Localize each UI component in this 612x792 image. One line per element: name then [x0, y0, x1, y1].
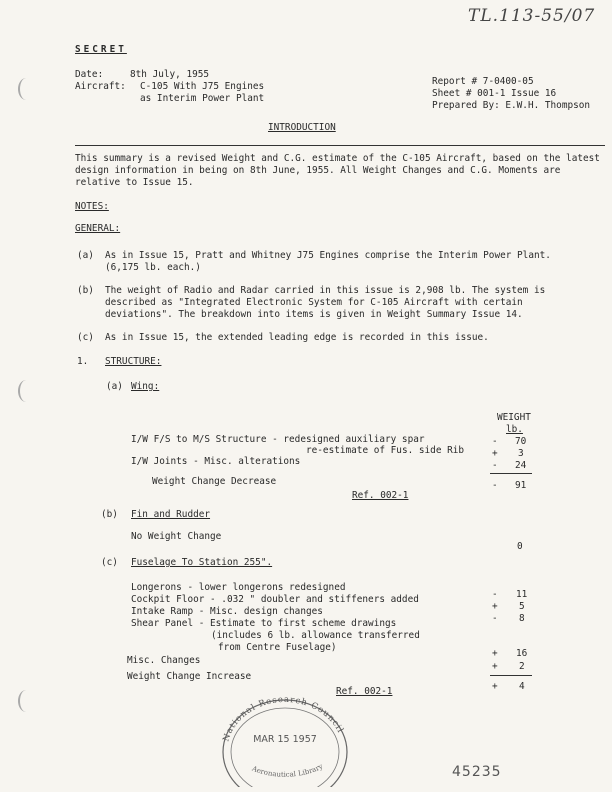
- item-label: (c): [101, 557, 118, 568]
- item-label: (c): [77, 332, 94, 343]
- sheet-number: Sheet # 001-1 Issue 16: [432, 88, 557, 99]
- fuselage-total-label: Weight Change Increase: [127, 671, 252, 682]
- weight-column-heading: WEIGHT: [497, 412, 531, 423]
- fuselage-reference: Ref. 002-1: [336, 686, 393, 697]
- divider: [75, 145, 605, 146]
- fuselage-line: Shear Panel - Estimate to first scheme drawings: [131, 618, 397, 629]
- stamp-date: MAR 15 1957: [253, 734, 317, 745]
- weight-total: 4: [519, 681, 525, 692]
- fin-heading: Fin and Rudder: [131, 509, 211, 520]
- binder-hole: [18, 78, 34, 100]
- weight-value: 5: [519, 601, 525, 612]
- library-stamp: [215, 692, 355, 787]
- fuselage-heading: Fuselage To Station 255".: [131, 557, 273, 568]
- section-title: INTRODUCTION: [268, 122, 336, 133]
- structure-heading: STRUCTURE:: [105, 356, 162, 367]
- weight-value: 16: [516, 648, 528, 659]
- fuselage-line: Cockpit Floor - .032 " doubler and stiffeners added: [131, 594, 419, 605]
- weight-value: 24: [515, 460, 527, 471]
- prepared-by: Prepared By: E.W.H. Thompson: [432, 100, 591, 111]
- binder-hole: [18, 690, 34, 712]
- stamp-top-text: National Research Council: [221, 694, 346, 743]
- fuselage-line: Longerons - lower longerons redesigned: [131, 582, 346, 593]
- report-number: Report # 7-0400-05: [432, 76, 534, 87]
- weight-unit: lb.: [506, 424, 523, 435]
- wing-heading: Wing:: [131, 381, 160, 392]
- fuselage-line: from Centre Fuselage): [218, 642, 337, 653]
- fin-line: No Weight Change: [131, 531, 222, 542]
- value-sign: -: [492, 436, 498, 447]
- weight-value: 3: [518, 448, 524, 459]
- fuselage-line: Intake Ramp - Misc. design changes: [131, 606, 323, 617]
- aircraft-label: Aircraft:: [75, 81, 126, 92]
- weight-total: 91: [515, 480, 527, 491]
- value-sign: -: [492, 589, 498, 600]
- item-label: (b): [101, 509, 118, 520]
- sum-rule: [490, 473, 532, 474]
- item-label: (a): [77, 250, 94, 261]
- aircraft-value: C-105 With J75 Engines: [140, 81, 265, 92]
- weight-value: 2: [519, 661, 525, 672]
- weight-value: 8: [519, 613, 525, 624]
- accession-number: 45235: [452, 764, 502, 780]
- date-value: 8th July, 1955: [130, 69, 210, 80]
- value-sign: +: [492, 648, 498, 659]
- weight-value: 11: [516, 589, 528, 600]
- binder-hole: [18, 380, 34, 402]
- wing-total-label: Weight Change Decrease: [152, 476, 277, 487]
- fuselage-line: (includes 6 lb. allowance transferred: [211, 630, 420, 641]
- general-heading: GENERAL:: [75, 223, 121, 234]
- value-sign: +: [492, 448, 498, 459]
- wing-line: re-estimate of Fus. side Rib: [306, 445, 465, 456]
- general-item-c: As in Issue 15, the extended leading edge is recorded in this issue.: [105, 332, 489, 343]
- weight-value: 70: [515, 436, 527, 447]
- wing-reference: Ref. 002-1: [352, 490, 409, 501]
- handwritten-reference: TL.113-55/07: [468, 6, 596, 26]
- item-label: (a): [106, 381, 123, 392]
- fuselage-line: Misc. Changes: [127, 655, 201, 666]
- notes-heading: NOTES:: [75, 201, 109, 212]
- wing-line: I/W F/S to M/S Structure - redesigned auxiliary spar: [131, 434, 425, 445]
- value-sign: -: [492, 460, 498, 471]
- wing-line: I/W Joints - Misc. alterations: [131, 456, 301, 467]
- value-sign: -: [492, 613, 498, 624]
- intro-paragraph: This summary is a revised Weight and C.G. estimate of the C-105 Aircraft, based on the latest design information in being on 8th June, 1955. All Weight Changes and C.G. Moments are relative to Issue 15.: [75, 153, 600, 188]
- stamp-bottom-text: Aeronautical Library: [250, 762, 325, 779]
- value-sign: +: [492, 601, 498, 612]
- general-item-a: As in Issue 15, Pratt and Whitney J75 Engines comprise the Interim Power Plant. (6,175 lb. each.): [105, 250, 551, 273]
- general-item-b: The weight of Radio and Radar carried in this issue is 2,908 lb. The system is described as "Integrated Electronic System for C-105 Aircraft with certain deviations". The breakdown into items is given in Weight Summary Issue 14.: [105, 285, 546, 320]
- value-sign: +: [492, 681, 498, 692]
- date-label: Date:: [75, 69, 104, 80]
- weight-value: 0: [517, 541, 523, 552]
- value-sign: +: [492, 661, 498, 672]
- value-sign: -: [492, 480, 498, 491]
- section-number: 1.: [77, 356, 89, 367]
- item-label: (b): [77, 285, 94, 296]
- svg-text:Aeronautical Library: [250, 762, 324, 778]
- classification-label: SECRET: [75, 44, 127, 55]
- aircraft-value-line2: as Interim Power Plant: [140, 93, 265, 104]
- sum-rule: [490, 675, 532, 676]
